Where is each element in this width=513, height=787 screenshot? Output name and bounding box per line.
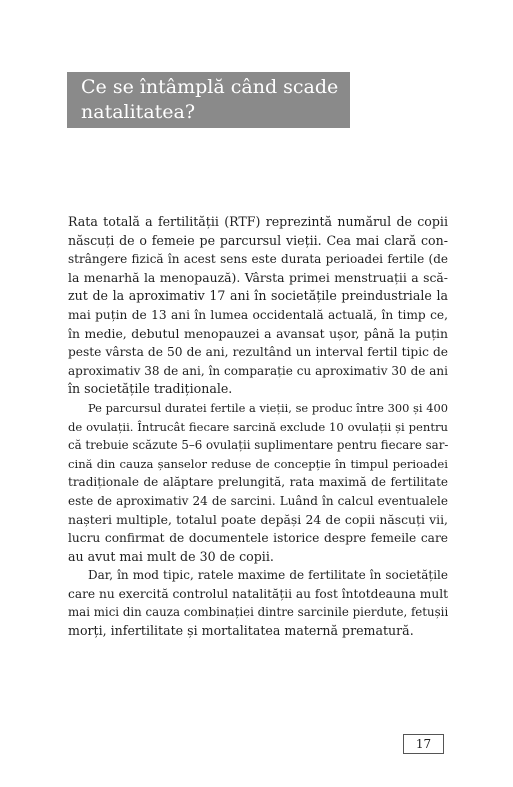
text-line: peste vârsta de 50 de ani, rezultând un interval fertil tipic de: [68, 345, 448, 360]
text-line: Pe parcursul duratei fertile a vieții, se produc între 300 și 400: [88, 400, 448, 415]
text-line: zut de la aproximativ 17 ani în societățile preindustriale la: [68, 288, 448, 304]
text-line: la menarhă la menopauză). Vârsta primei menstruații a scă-: [68, 269, 448, 285]
heading-line-1: Ce se întâmplă când scade: [81, 76, 339, 98]
text-line: morți, infertilitate și mortalitatea maternă prematură.: [68, 623, 414, 639]
text-line: aproximativ 38 de ani, în comparație cu aproximativ 30 de ani: [68, 363, 448, 378]
text-line: mai mici din cauza combinației dintre sarcinile pierdute, fetușii: [68, 605, 449, 620]
text-line: nașteri multiple, totalul poate depăși 24 de copii născuți vii,: [68, 511, 448, 527]
text-line: tradiționale de alăptare prelungită, rata maximă de fertilitate: [68, 475, 448, 490]
text-line: strângere fizică în acest sens este durata perioadei fertile (de: [68, 252, 448, 267]
body-text: [68, 213, 448, 641]
text-line: este de aproximativ 24 de sarcini. Luând în calcul eventualele: [68, 493, 448, 508]
text-line: în medie, debutul menopauzei a avansat ușor, până la puțin: [68, 325, 448, 341]
heading-line-2: natalitatea?: [81, 101, 196, 123]
text-line: născuți de o femeie pe parcursul vieții. Cea mai clară con-: [68, 232, 448, 248]
text-line: cină din cauza șanselor reduse de concepție în timpul perioadei: [68, 456, 448, 471]
text-line: în societățile tradiționale.: [68, 381, 233, 397]
text-line: care nu exercită controlul natalității au fost întotdeauna mult: [68, 586, 448, 601]
chapter-heading: [67, 72, 350, 128]
text-line: de ovulații. Întrucât fiecare sarcină exclude 10 ovulații și pentru: [68, 419, 448, 434]
paragraph-2: [68, 399, 448, 566]
text-line: că trebuie scăzute 5–6 ovulații suplimentare pentru fiecare sar-: [68, 438, 449, 453]
text-line: mai puțin de 13 ani în lumea occidentală actuală, în timp ce,: [68, 307, 448, 322]
text-line: Dar, în mod tipic, ratele maxime de fertilitate în societățile: [88, 568, 448, 583]
page-number: 17: [403, 734, 444, 754]
paragraph-1: [68, 213, 448, 399]
paragraph-3: [68, 566, 448, 640]
text-line: lucru confirmat de documentele istorice despre femeile care: [68, 531, 448, 546]
text-line: au avut mai mult de 30 de copii.: [68, 548, 274, 564]
text-line: Rata totală a fertilității (RTF) reprezintă numărul de copii: [68, 214, 448, 229]
